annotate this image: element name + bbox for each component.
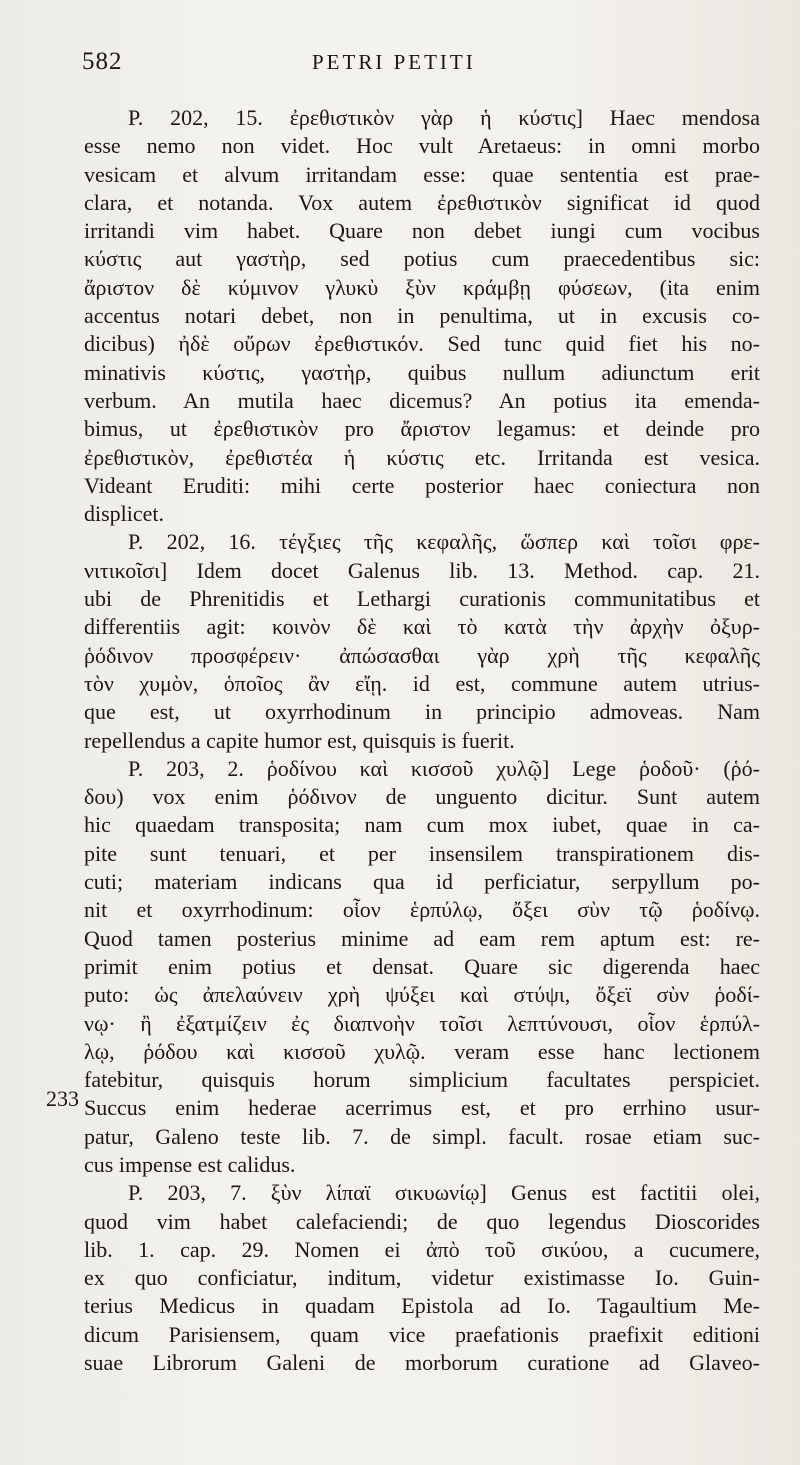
- text-line: Quod tamen posterius minime ad eam rem aptum est: re-: [84, 925, 760, 951]
- text-line: P. 202, 15. ἐρεθιστικὸν γὰρ ἡ κύστις] Haec mendosa: [128, 105, 760, 130]
- text-line: λῳ, ῥόδου καὶ κισσοῦ χυλῷ. veram esse hanc lectionem: [84, 1038, 760, 1064]
- text-line: Videant Eruditi: mihi certe posterior haec coniectura non: [84, 472, 760, 498]
- text-line: dicum Parisiensem, quam vice praefationis praefixit editioni: [84, 1321, 760, 1347]
- text-line: lib. 1. cap. 29. Nomen ei ἀπὸ τοῦ σικύου, a cucumere,: [84, 1236, 760, 1262]
- page-number: 582: [82, 48, 123, 75]
- text-line: repellendus a capite humor est, quisquis is fuerit.: [84, 727, 515, 753]
- running-title: PETRI PETITI: [312, 50, 476, 74]
- text-line: verbum. An mutila haec dicemus? An potius ita emenda-: [84, 387, 760, 413]
- text-line: νῳ· ἢ ἐξατμίζειν ἐς διαπνοὴν τοῖσι λεπτύνουσι, οἷον ἑρπύλ-: [84, 1010, 760, 1036]
- text-line: Succus enim hederae acerrimus est, et pro errhino usur-: [84, 1095, 760, 1121]
- text-line: fatebitur, quisquis horum simplicium facultates perspiciet.: [84, 1067, 760, 1093]
- text-line: ῥόδινον προσφέρειν· ἀπώσασθαι γὰρ χρὴ τῆς κεφαλῆς: [84, 642, 760, 668]
- text-line: hic quaedam transposita; nam cum mox iubet, quae in ca-: [84, 812, 760, 838]
- text-line: minativis κύστις, γαστὴρ, quibus nullum adiunctum erit: [84, 359, 760, 385]
- text-line: clara, et notanda. Vox autem ἐρεθιστικὸν significat id quod: [84, 189, 760, 215]
- text-line: accentus notari debet, non in penultima, ut in excusis co-: [84, 303, 760, 329]
- text-line: primit enim potius et densat. Quare sic digerenda haec: [84, 953, 760, 979]
- text-line: cuti; materiam indicans qua id perficiatur, serpyllum po-: [84, 869, 760, 895]
- text-line: τὸν χυμὸν, ὁποῖος ἂν εἴῃ. id est, commune autem utrius-: [84, 670, 760, 696]
- text-line: δου) vox enim ῥόδινον de unguento dicitur. Sunt autem: [84, 784, 760, 810]
- text-line: dicibus) ἠδὲ οὔρων ἐρεθιστικόν. Sed tunc quid fiet his no-: [84, 331, 760, 357]
- text-line: P. 203, 7. ξὺν λίπαϊ σικυωνίῳ] Genus est factitii olei,: [128, 1180, 760, 1206]
- text-line: esse nemo non videt. Hoc vult Aretaeus: in omni morbo: [84, 133, 760, 159]
- text-line: terius Medicus in quadam Epistola ad Io. Tagaultium Me-: [84, 1293, 760, 1319]
- text-line: que est, ut oxyrrhodinum in principio admoveas. Nam: [84, 699, 760, 725]
- text-line: quod vim habet calefaciendi; de quo legendus Dioscorides: [84, 1208, 760, 1234]
- page-header: [80, 46, 760, 82]
- text-line: puto: ὡς ἀπελαύνειν χρὴ ψύξει καὶ στύψι, ὄξεϊ σὺν ῥοδί-: [84, 982, 760, 1008]
- text-line: displicet.: [84, 501, 165, 527]
- text-line: vesicam et alvum irritandam esse: quae sententia est prae-: [84, 161, 760, 187]
- text-line: ubi de Phrenitidis et Lethargi curationis communitatibus et: [84, 586, 760, 612]
- text-line: nit et oxyrrhodinum: οἷον ἑρπύλῳ, ὄξει σὺν τῷ ῥοδίνῳ.: [84, 897, 760, 923]
- text-line: differentiis agit: κοινὸν δὲ καὶ τὸ κατὰ τὴν ἀρχὴν ὀξυρ-: [84, 614, 760, 640]
- text-line: P. 202, 16. τέγξιες τῆς κεφαλῆς, ὥσπερ καὶ τοῖσι φρε-: [128, 529, 760, 555]
- text-line: patur, Galeno teste lib. 7. de simpl. facult. rosae etiam suc-: [84, 1123, 760, 1149]
- margin-note: 233: [46, 1086, 79, 1111]
- body-text: [84, 104, 760, 1377]
- text-line: P. 203, 2. ῥοδίνου καὶ κισσοῦ χυλῷ] Lege ῥοδοῦ· (ῥό-: [128, 755, 760, 781]
- text-line: cus impense est calidus.: [84, 1151, 296, 1177]
- text-line: νιτικοῖσι] Idem docet Galenus lib. 13. Method. cap. 21.: [84, 557, 760, 583]
- text-line: κύστις aut γαστὴρ, sed potius cum praecedentibus sic:: [84, 246, 760, 272]
- text-line: suae Librorum Galeni de morborum curatione ad Glaveo-: [84, 1350, 760, 1376]
- text-line: pite sunt tenuari, et per insensilem transpirationem dis-: [84, 840, 760, 866]
- text-line: ex quo conficiatur, inditum, videtur existimasse Io. Guin-: [84, 1265, 760, 1291]
- text-line: irritandi vim habet. Quare non debet iungi cum vocibus: [84, 218, 760, 244]
- text-line: ἐρεθιστικὸν, ἐρεθιστέα ἡ κύστις etc. Irritanda est vesica.: [84, 444, 760, 470]
- text-line: ἄριστον δὲ κύμινον γλυκὺ ξὺν κράμβῃ φύσεων, (ita enim: [84, 274, 760, 300]
- text-line: bimus, ut ἐρεθιστικὸν pro ἄριστον legamus: et deinde pro: [84, 416, 760, 442]
